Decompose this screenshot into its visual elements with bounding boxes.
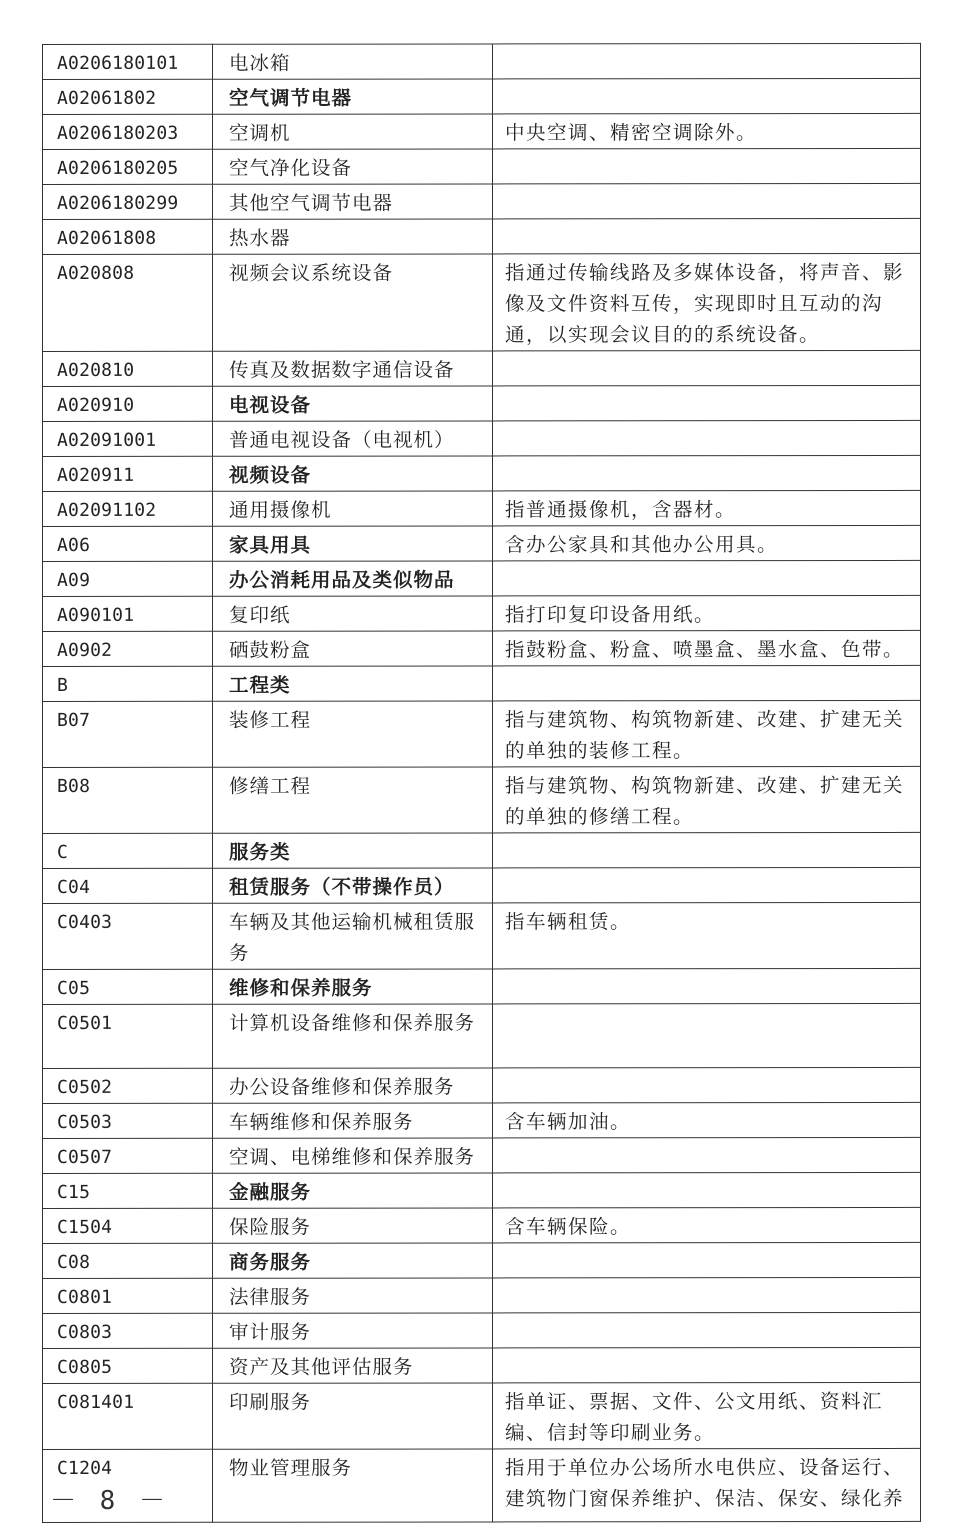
item-name: 电冰箱 — [213, 44, 493, 79]
item-code: C05 — [43, 969, 213, 1004]
item-name: 办公设备维修和保养服务 — [213, 1068, 493, 1103]
item-note — [493, 218, 921, 254]
item-code: C0803 — [43, 1313, 213, 1348]
item-code: C0503 — [43, 1103, 213, 1138]
item-code: C1204 — [43, 1449, 213, 1522]
table-row — [43, 525, 921, 561]
item-note: 含车辆保险。 — [493, 1207, 921, 1243]
item-code: A020810 — [43, 351, 213, 386]
item-code: A0902 — [43, 631, 213, 666]
page-number: － 8 － — [50, 1486, 169, 1516]
item-note: 指打印复印设备用纸。 — [493, 595, 921, 631]
table-row — [43, 385, 921, 421]
item-code: C15 — [43, 1173, 213, 1208]
item-note: 指与建筑物、构筑物新建、改建、扩建无关的单独的装修工程。 — [493, 700, 921, 767]
item-code: C0805 — [43, 1348, 213, 1383]
item-code: B07 — [43, 701, 213, 767]
item-note — [493, 385, 921, 421]
item-name: 空气调节电器 — [213, 79, 493, 114]
item-name: 修缮工程 — [213, 767, 493, 833]
item-code: A0206180203 — [43, 114, 213, 149]
item-note: 含办公家具和其他办公用具。 — [493, 525, 921, 561]
item-code: A02091102 — [43, 491, 213, 526]
item-note — [493, 1242, 921, 1278]
table-row — [43, 630, 921, 666]
item-code: C — [43, 833, 213, 868]
table-row — [43, 1347, 921, 1383]
item-note — [493, 1003, 921, 1068]
item-code: C081401 — [43, 1383, 213, 1449]
item-name: 普通电视设备（电视机） — [213, 421, 493, 456]
item-note: 指单证、票据、文件、公文用纸、资料汇编、信封等印刷业务。 — [493, 1382, 921, 1449]
item-code: C0801 — [43, 1278, 213, 1313]
item-note — [493, 968, 921, 1004]
item-note — [493, 350, 921, 386]
item-note — [493, 455, 921, 491]
item-code: C04 — [43, 868, 213, 903]
item-name: 其他空气调节电器 — [213, 184, 493, 219]
item-name: 审计服务 — [213, 1313, 493, 1348]
table-row — [43, 1242, 921, 1278]
item-code: A02061808 — [43, 219, 213, 254]
item-note — [493, 560, 921, 596]
item-note: 指普通摄像机，含器材。 — [493, 490, 921, 526]
item-note: 含车辆加油。 — [493, 1102, 921, 1138]
item-name: 空气净化设备 — [213, 149, 493, 184]
item-code: C0502 — [43, 1068, 213, 1103]
table-row — [43, 595, 921, 631]
item-code: A0206180299 — [43, 184, 213, 219]
item-note — [493, 1277, 921, 1313]
item-note: 指车辆租赁。 — [493, 902, 921, 969]
table-row — [43, 1448, 921, 1522]
item-note — [493, 78, 921, 114]
item-name: 装修工程 — [213, 701, 493, 767]
table-row — [43, 700, 921, 767]
item-code: B — [43, 666, 213, 701]
item-note — [493, 1347, 921, 1383]
table-row — [43, 1102, 921, 1138]
item-code: C0403 — [43, 903, 213, 969]
table-row — [43, 78, 921, 114]
item-code: A09 — [43, 561, 213, 596]
item-name: 家具用具 — [213, 526, 493, 561]
item-name: 复印纸 — [213, 596, 493, 631]
item-name: 商务服务 — [213, 1243, 493, 1278]
table-row — [43, 420, 921, 456]
item-name: 维修和保养服务 — [213, 969, 493, 1004]
item-note — [493, 1137, 921, 1173]
item-note — [493, 420, 921, 456]
item-name: 传真及数据数字通信设备 — [213, 351, 493, 386]
table-row — [43, 218, 921, 254]
item-note — [493, 867, 921, 903]
procurement-catalog-table — [42, 43, 921, 1523]
item-note — [493, 1067, 921, 1103]
table-row — [43, 148, 921, 184]
item-name: 租赁服务（不带操作员） — [213, 868, 493, 903]
item-note: 中央空调、精密空调除外。 — [493, 113, 921, 149]
item-note — [493, 148, 921, 184]
item-code: B08 — [43, 767, 213, 833]
item-name: 空调、电梯维修和保养服务 — [213, 1138, 493, 1173]
table-row — [43, 766, 921, 833]
item-name: 电视设备 — [213, 386, 493, 421]
item-name: 车辆及其他运输机械租赁服务 — [213, 903, 493, 969]
item-name: 金融服务 — [213, 1173, 493, 1208]
table-row — [43, 1382, 921, 1449]
table-row — [43, 665, 921, 701]
item-name: 计算机设备维修和保养服务 — [213, 1004, 493, 1068]
item-name: 法律服务 — [213, 1278, 493, 1313]
item-code: A02091001 — [43, 421, 213, 456]
item-name: 办公消耗用品及类似物品 — [213, 561, 493, 596]
item-note — [493, 183, 921, 219]
item-note — [493, 1172, 921, 1208]
item-name: 保险服务 — [213, 1208, 493, 1243]
table-row — [43, 113, 921, 149]
item-code: A0206180205 — [43, 149, 213, 184]
table-body — [43, 43, 921, 1522]
table-row — [43, 867, 921, 903]
table-row — [43, 832, 921, 868]
item-name: 物业管理服务 — [213, 1449, 493, 1522]
item-code: C0507 — [43, 1138, 213, 1173]
item-name: 空调机 — [213, 114, 493, 149]
item-name: 印刷服务 — [213, 1383, 493, 1449]
table-row — [43, 455, 921, 491]
item-code: C1504 — [43, 1208, 213, 1243]
item-code: A06 — [43, 526, 213, 561]
table-row — [43, 968, 921, 1004]
item-note: 指用于单位办公场所水电供应、设备运行、建筑物门窗保养维护、保洁、保安、绿化养 — [493, 1448, 921, 1522]
item-name: 工程类 — [213, 666, 493, 701]
table-row — [43, 1003, 921, 1068]
item-note: 指鼓粉盒、粉盒、喷墨盒、墨水盒、色带。 — [493, 630, 921, 666]
item-name: 视频会议系统设备 — [213, 254, 493, 351]
table-row — [43, 1207, 921, 1243]
item-note — [493, 1312, 921, 1348]
table-row — [43, 1312, 921, 1348]
table-row — [43, 43, 921, 79]
table-row — [43, 1172, 921, 1208]
table-row — [43, 490, 921, 526]
table-row — [43, 253, 921, 351]
item-name: 资产及其他评估服务 — [213, 1348, 493, 1383]
item-code: C08 — [43, 1243, 213, 1278]
item-code: A02061802 — [43, 79, 213, 114]
table-row — [43, 350, 921, 386]
table-row — [43, 1137, 921, 1173]
item-name: 热水器 — [213, 219, 493, 254]
table-row — [43, 1277, 921, 1313]
item-note: 指通过传输线路及多媒体设备，将声音、影像及文件资料互传，实现即时且互动的沟通，以实现会议目的的系统设备。 — [493, 253, 921, 351]
item-name: 硒鼓粉盒 — [213, 631, 493, 666]
item-note — [493, 832, 921, 868]
item-name: 通用摄像机 — [213, 491, 493, 526]
item-note — [493, 43, 921, 79]
item-name: 视频设备 — [213, 456, 493, 491]
item-name: 车辆维修和保养服务 — [213, 1103, 493, 1138]
item-code: A0206180101 — [43, 44, 213, 79]
item-code: A090101 — [43, 596, 213, 631]
table-row — [43, 183, 921, 219]
item-name: 服务类 — [213, 833, 493, 868]
item-note — [493, 665, 921, 701]
table-row — [43, 902, 921, 969]
item-code: A020808 — [43, 254, 213, 351]
item-code: A020911 — [43, 456, 213, 491]
item-code: A020910 — [43, 386, 213, 421]
item-note: 指与建筑物、构筑物新建、改建、扩建无关的单独的修缮工程。 — [493, 766, 921, 833]
table-row — [43, 560, 921, 596]
table-row — [43, 1067, 921, 1103]
item-code: C0501 — [43, 1004, 213, 1068]
